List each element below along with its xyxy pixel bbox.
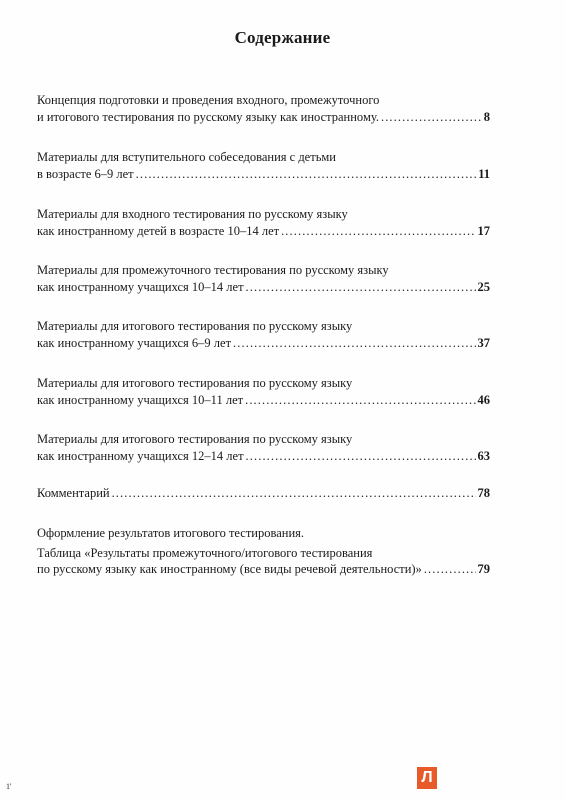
dot-leader [246,448,476,465]
page-number: 79 [477,562,490,576]
dot-leader [424,561,476,578]
toc-entry-text: как иностранному детей в возрасте 10–14 лет [37,223,280,238]
toc-entry-text: Оформление результатов итогового тестирования. [37,526,305,540]
page-number: 63 [477,448,490,463]
toc-entry-text: Материалы для вступительного собеседования с детьми [37,150,336,164]
toc-entry-text: как иностранному учащихся 10–14 лет [37,279,244,294]
page-title: Содержание [234,28,331,47]
toc-entry-text: по русскому языку как иностранному (все виды речевой деятельности)» [37,562,422,576]
toc-entry-intermediate-test [37,262,490,295]
toc-entry-final-test-6-9 [37,318,490,351]
dot-leader [136,166,477,183]
toc-entry-text: Комментарий [37,486,110,500]
toc-entry-text: Материалы для итогового тестирования по русскому языку [37,376,353,390]
toc-entry-commentary [37,485,490,502]
toc-entry-entrance-test [37,206,490,239]
toc-entry-concept [37,92,490,125]
page-number: 37 [477,335,490,350]
toc-entry-final-test-12-14 [37,431,490,464]
toc-entry-text: Материалы для промежуточного тестирования по русскому языку [37,263,389,277]
dot-leader [381,109,482,126]
page-number: 11 [478,166,490,181]
page-number: 25 [477,279,490,294]
toc-entry-text: Таблица «Результаты промежуточного/итогового тестирования [37,545,373,560]
corner-mark: 1' [6,782,12,791]
toc-entry-final-test-10-11 [37,375,490,408]
toc-entry-text: Концепция подготовки и проведения входного, промежуточного [37,93,380,107]
toc-entry-results-table [37,525,490,578]
toc-entry-text: и итогового тестирования по русскому языку как иностранному. [37,109,379,124]
labirint-logo-icon: Л [417,767,437,789]
toc-entry-text: как иностранному учащихся 6–9 лет [37,335,232,350]
page-number: 46 [477,392,490,407]
page-number: 8 [483,109,490,124]
dot-leader [245,392,475,409]
toc-entry-text: Материалы для итогового тестирования по русскому языку [37,432,353,446]
dot-leader [112,485,476,502]
page-number: 17 [477,223,490,238]
toc-entry-interview [37,149,490,182]
toc-entry-text: в возрасте 6–9 лет [37,166,134,181]
toc-entry-text: Материалы для входного тестирования по русскому языку [37,207,348,221]
page-number: 78 [477,486,490,500]
toc-entry-text: как иностранному учащихся 10–11 лет [37,392,244,407]
dot-leader [246,279,476,296]
toc-entry-text: как иностранному учащихся 12–14 лет [37,448,244,463]
toc-entry-text: Материалы для итогового тестирования по русскому языку [37,319,353,333]
dot-leader [233,335,475,352]
dot-leader [281,223,475,240]
